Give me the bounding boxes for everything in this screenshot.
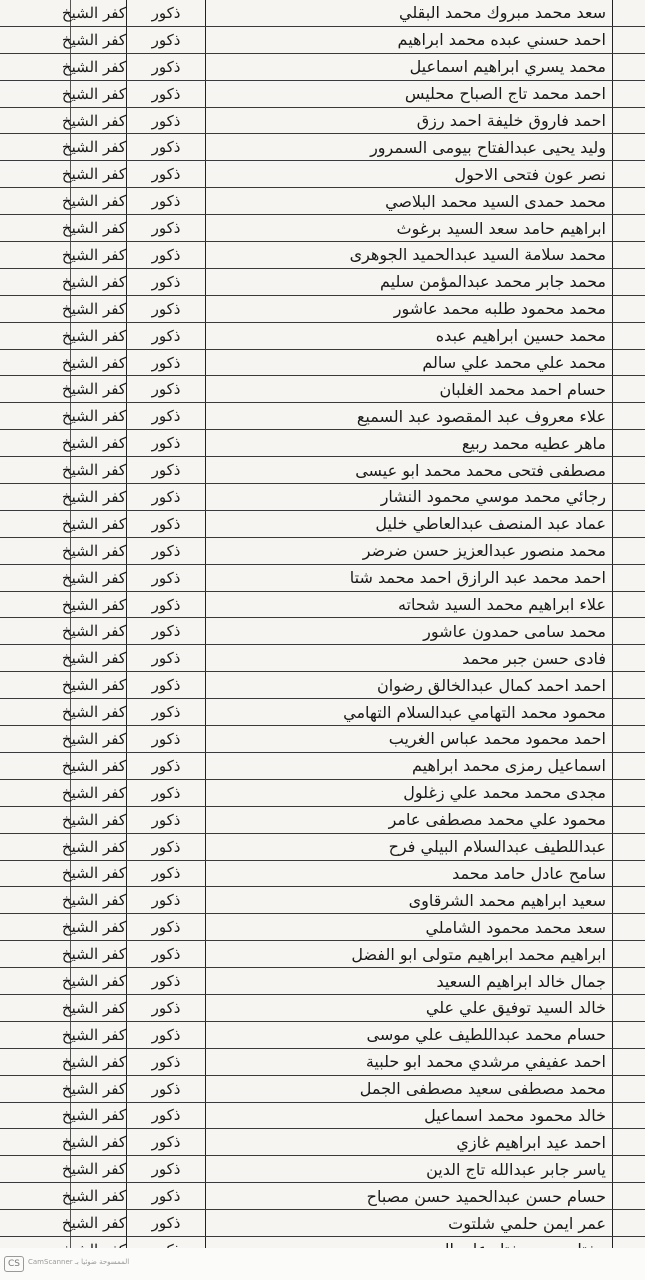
governorate-cell: كفر الشيخ <box>71 188 127 215</box>
name-cell: سعيد ابراهيم محمد الشرقاوى <box>206 887 613 914</box>
row-number-cell <box>613 484 645 511</box>
margin-cell <box>0 1156 71 1183</box>
governorate-cell: كفر الشيخ <box>71 752 127 779</box>
row-number-cell <box>613 1102 645 1129</box>
row-number-cell <box>613 591 645 618</box>
name-cell: محمد منصور عبدالعزيز حسن ضرضر <box>206 537 613 564</box>
governorate-cell: كفر الشيخ <box>71 242 127 269</box>
gender-cell: ذكور <box>127 484 206 511</box>
table-row <box>0 699 645 726</box>
row-number-cell <box>613 914 645 941</box>
gender-cell: ذكور <box>127 80 206 107</box>
table-row <box>0 1048 645 1075</box>
margin-cell <box>0 107 71 134</box>
table-row <box>0 726 645 753</box>
name-cell: احمد محمد عبد الرازق احمد محمد شتا <box>206 564 613 591</box>
table-row <box>0 968 645 995</box>
governorate-cell: كفر الشيخ <box>71 349 127 376</box>
governorate-cell: كفر الشيخ <box>71 1183 127 1210</box>
row-number-cell <box>613 403 645 430</box>
name-cell: علاء ابراهيم محمد السيد شحاته <box>206 591 613 618</box>
row-number-cell <box>613 1210 645 1237</box>
name-cell: محمد يسري ابراهيم اسماعيل <box>206 53 613 80</box>
margin-cell <box>0 941 71 968</box>
margin-cell <box>0 268 71 295</box>
gender-cell: ذكور <box>127 591 206 618</box>
gender-cell: ذكور <box>127 968 206 995</box>
gender-cell: ذكور <box>127 215 206 242</box>
row-number-cell <box>613 806 645 833</box>
gender-cell: ذكور <box>127 1210 206 1237</box>
gender-cell: ذكور <box>127 941 206 968</box>
row-number-cell <box>613 672 645 699</box>
row-number-cell <box>613 1183 645 1210</box>
table-row <box>0 591 645 618</box>
margin-cell <box>0 80 71 107</box>
gender-cell: ذكور <box>127 242 206 269</box>
row-number-cell <box>613 941 645 968</box>
table-row <box>0 1102 645 1129</box>
governorate-cell: كفر الشيخ <box>71 1075 127 1102</box>
margin-cell <box>0 1021 71 1048</box>
governorate-cell: كفر الشيخ <box>71 80 127 107</box>
margin-cell <box>0 242 71 269</box>
gender-cell: ذكور <box>127 1102 206 1129</box>
table-row <box>0 994 645 1021</box>
gender-cell: ذكور <box>127 860 206 887</box>
gender-cell: ذكور <box>127 887 206 914</box>
row-number-cell <box>613 80 645 107</box>
gender-cell: ذكور <box>127 134 206 161</box>
name-cell: سعد محمد محمود الشاملي <box>206 914 613 941</box>
gender-cell: ذكور <box>127 53 206 80</box>
margin-cell <box>0 752 71 779</box>
table-row <box>0 242 645 269</box>
name-cell: جمال خالد ابراهيم السعيد <box>206 968 613 995</box>
governorate-cell: كفر الشيخ <box>71 295 127 322</box>
gender-cell: ذكور <box>127 914 206 941</box>
gender-cell: ذكور <box>127 1129 206 1156</box>
table-row <box>0 1183 645 1210</box>
governorate-cell: كفر الشيخ <box>71 510 127 537</box>
gender-cell: ذكور <box>127 188 206 215</box>
name-cell: سعد محمد مبروك محمد البقلي <box>206 0 613 26</box>
row-number-cell <box>613 26 645 53</box>
margin-cell <box>0 134 71 161</box>
margin-cell <box>0 591 71 618</box>
margin-cell <box>0 1183 71 1210</box>
table-row <box>0 1156 645 1183</box>
name-cell: ماهر عطيه محمد ربيع <box>206 430 613 457</box>
table-row <box>0 887 645 914</box>
name-cell: محمد محمود طلبه محمد عاشور <box>206 295 613 322</box>
table-row <box>0 618 645 645</box>
governorate-cell: كفر الشيخ <box>71 26 127 53</box>
gender-cell: ذكور <box>127 26 206 53</box>
governorate-cell: كفر الشيخ <box>71 726 127 753</box>
gender-cell: ذكور <box>127 349 206 376</box>
row-number-cell <box>613 53 645 80</box>
margin-cell <box>0 1075 71 1102</box>
table-row <box>0 80 645 107</box>
row-number-cell <box>613 699 645 726</box>
governorate-cell: كفر الشيخ <box>71 645 127 672</box>
margin-cell <box>0 403 71 430</box>
name-cell: محمد حمدى السيد محمد البلاصي <box>206 188 613 215</box>
governorate-cell: كفر الشيخ <box>71 1156 127 1183</box>
margin-cell <box>0 726 71 753</box>
gender-cell: ذكور <box>127 1156 206 1183</box>
table-row <box>0 26 645 53</box>
row-number-cell <box>613 430 645 457</box>
governorate-cell: كفر الشيخ <box>71 430 127 457</box>
gender-cell: ذكور <box>127 672 206 699</box>
row-number-cell <box>613 510 645 537</box>
margin-cell <box>0 376 71 403</box>
name-cell: احمد فاروق خليفة احمد رزق <box>206 107 613 134</box>
gender-cell: ذكور <box>127 1075 206 1102</box>
gender-cell: ذكور <box>127 994 206 1021</box>
margin-cell <box>0 295 71 322</box>
table-row <box>0 833 645 860</box>
name-cell: رجائي محمد موسي محمود النشار <box>206 484 613 511</box>
margin-cell <box>0 1129 71 1156</box>
name-cell: عمر ايمن حلمي شلتوت <box>206 1210 613 1237</box>
margin-cell <box>0 322 71 349</box>
row-number-cell <box>613 295 645 322</box>
table-row <box>0 645 645 672</box>
gender-cell: ذكور <box>127 699 206 726</box>
governorate-cell: كفر الشيخ <box>71 161 127 188</box>
name-cell: احمد محمود محمد عباس الغريب <box>206 726 613 753</box>
name-cell: مجدى محمد محمد علي زغلول <box>206 779 613 806</box>
row-number-cell <box>613 779 645 806</box>
margin-cell <box>0 1102 71 1129</box>
table-row <box>0 430 645 457</box>
margin-cell <box>0 1048 71 1075</box>
row-number-cell <box>613 1156 645 1183</box>
governorate-cell: كفر الشيخ <box>71 591 127 618</box>
margin-cell <box>0 618 71 645</box>
governorate-cell: كفر الشيخ <box>71 457 127 484</box>
governorate-cell: كفر الشيخ <box>71 215 127 242</box>
gender-cell: ذكور <box>127 510 206 537</box>
name-cell: محمود علي محمد مصطفى عامر <box>206 806 613 833</box>
row-number-cell <box>613 1129 645 1156</box>
governorate-cell: كفر الشيخ <box>71 537 127 564</box>
name-cell: علاء معروف عبد المقصود عبد السميع <box>206 403 613 430</box>
name-cell: احمد حسني عبده محمد ابراهيم <box>206 26 613 53</box>
governorate-cell: كفر الشيخ <box>71 268 127 295</box>
gender-cell: ذكور <box>127 1048 206 1075</box>
table-row <box>0 457 645 484</box>
governorate-cell: كفر الشيخ <box>71 968 127 995</box>
row-number-cell <box>613 833 645 860</box>
table-row <box>0 1210 645 1237</box>
name-cell: فادى حسن جبر محمد <box>206 645 613 672</box>
row-number-cell <box>613 134 645 161</box>
name-cell: احمد عفيفي مرشدي محمد ابو حلبية <box>206 1048 613 1075</box>
gender-cell: ذكور <box>127 376 206 403</box>
name-cell: عماد عبد المنصف عبدالعاطي خليل <box>206 510 613 537</box>
table-row <box>0 268 645 295</box>
row-number-cell <box>613 349 645 376</box>
table-row <box>0 806 645 833</box>
table-row <box>0 914 645 941</box>
governorate-cell: كفر الشيخ <box>71 994 127 1021</box>
name-cell: حسام محمد عبداللطيف علي موسى <box>206 1021 613 1048</box>
margin-cell <box>0 672 71 699</box>
margin-cell <box>0 994 71 1021</box>
table-row <box>0 295 645 322</box>
scanner-footer <box>0 1248 645 1280</box>
table-row <box>0 53 645 80</box>
margin-cell <box>0 188 71 215</box>
table-row <box>0 1021 645 1048</box>
table-row <box>0 564 645 591</box>
table-row <box>0 1129 645 1156</box>
governorate-cell: كفر الشيخ <box>71 1102 127 1129</box>
gender-cell: ذكور <box>127 322 206 349</box>
margin-cell <box>0 161 71 188</box>
name-cell: اسماعيل رمزى محمد ابراهيم <box>206 752 613 779</box>
governorate-cell: كفر الشيخ <box>71 134 127 161</box>
gender-cell: ذكور <box>127 752 206 779</box>
governorate-cell: كفر الشيخ <box>71 403 127 430</box>
gender-cell: ذكور <box>127 0 206 26</box>
name-cell: حسام احمد محمد الغلبان <box>206 376 613 403</box>
row-number-cell <box>613 322 645 349</box>
governorate-cell: كفر الشيخ <box>71 618 127 645</box>
table-row <box>0 672 645 699</box>
margin-cell <box>0 510 71 537</box>
margin-cell <box>0 484 71 511</box>
margin-cell <box>0 806 71 833</box>
name-cell: ابراهيم حامد سعد السيد برغوث <box>206 215 613 242</box>
row-number-cell <box>613 0 645 26</box>
margin-cell <box>0 968 71 995</box>
governorate-cell: كفر الشيخ <box>71 779 127 806</box>
margin-cell <box>0 457 71 484</box>
margin-cell <box>0 53 71 80</box>
name-cell: محمد حسين ابراهيم عبده <box>206 322 613 349</box>
table-row <box>0 0 645 26</box>
margin-cell <box>0 645 71 672</box>
scanner-watermark-text: الممسوحة ضوئيا بـ CamScanner <box>28 1258 130 1266</box>
governorate-cell: كفر الشيخ <box>71 1210 127 1237</box>
table-row <box>0 161 645 188</box>
table-row <box>0 215 645 242</box>
table-row <box>0 510 645 537</box>
row-number-cell <box>613 752 645 779</box>
table-row <box>0 134 645 161</box>
table-row <box>0 752 645 779</box>
governorate-cell: كفر الشيخ <box>71 53 127 80</box>
governorate-cell: كفر الشيخ <box>71 107 127 134</box>
name-cell: سامح عادل حامد محمد <box>206 860 613 887</box>
table-row <box>0 1075 645 1102</box>
name-cell: محمد جابر محمد عبدالمؤمن سليم <box>206 268 613 295</box>
row-number-cell <box>613 537 645 564</box>
name-cell: مصطفى فتحى محمد محمد ابو عيسى <box>206 457 613 484</box>
row-number-cell <box>613 994 645 1021</box>
row-number-cell <box>613 726 645 753</box>
governorate-cell: كفر الشيخ <box>71 806 127 833</box>
table-row <box>0 188 645 215</box>
row-number-cell <box>613 887 645 914</box>
governorate-cell: كفر الشيخ <box>71 699 127 726</box>
row-number-cell <box>613 268 645 295</box>
row-number-cell <box>613 564 645 591</box>
table-row <box>0 403 645 430</box>
governorate-cell: كفر الشيخ <box>71 0 127 26</box>
gender-cell: ذكور <box>127 779 206 806</box>
name-cell: محمد سامى حمدون عاشور <box>206 618 613 645</box>
gender-cell: ذكور <box>127 430 206 457</box>
name-cell: احمد عيد ابراهيم غازي <box>206 1129 613 1156</box>
margin-cell <box>0 833 71 860</box>
name-cell: محمود محمد التهامي عبدالسلام التهامي <box>206 699 613 726</box>
governorate-cell: كفر الشيخ <box>71 376 127 403</box>
name-cell: عبداللطيف عبدالسلام البيلي فرح <box>206 833 613 860</box>
governorate-cell: كفر الشيخ <box>71 860 127 887</box>
name-cell: احمد محمد تاج الصباح محليس <box>206 80 613 107</box>
row-number-cell <box>613 860 645 887</box>
gender-cell: ذكور <box>127 1183 206 1210</box>
gender-cell: ذكور <box>127 403 206 430</box>
governorate-cell: كفر الشيخ <box>71 833 127 860</box>
name-cell: حسام حسن عبدالحميد حسن مصباح <box>206 1183 613 1210</box>
margin-cell <box>0 537 71 564</box>
margin-cell <box>0 430 71 457</box>
governorate-cell: كفر الشيخ <box>71 1048 127 1075</box>
name-cell: محمد سلامة السيد عبدالحميد الجوهرى <box>206 242 613 269</box>
name-cell: محمد علي محمد علي سالم <box>206 349 613 376</box>
governorate-cell: كفر الشيخ <box>71 914 127 941</box>
table-row <box>0 322 645 349</box>
row-number-cell <box>613 1048 645 1075</box>
name-cell: محمد مصطفى سعيد مصطفى الجمل <box>206 1075 613 1102</box>
gender-cell: ذكور <box>127 295 206 322</box>
governorate-cell: كفر الشيخ <box>71 672 127 699</box>
margin-cell <box>0 1210 71 1237</box>
row-number-cell <box>613 645 645 672</box>
table-row <box>0 779 645 806</box>
row-number-cell <box>613 1021 645 1048</box>
table-row <box>0 349 645 376</box>
row-number-cell <box>613 188 645 215</box>
name-cell: ياسر جابر عبدالله تاج الدين <box>206 1156 613 1183</box>
margin-cell <box>0 860 71 887</box>
governorate-cell: كفر الشيخ <box>71 564 127 591</box>
row-number-cell <box>613 242 645 269</box>
margin-cell <box>0 914 71 941</box>
table-row <box>0 484 645 511</box>
name-cell: وليد يحيى عبدالفتاح بيومى السمرور <box>206 134 613 161</box>
row-number-cell <box>613 376 645 403</box>
gender-cell: ذكور <box>127 564 206 591</box>
table-row <box>0 537 645 564</box>
governorate-cell: كفر الشيخ <box>71 941 127 968</box>
gender-cell: ذكور <box>127 457 206 484</box>
governorate-cell: كفر الشيخ <box>71 484 127 511</box>
margin-cell <box>0 699 71 726</box>
margin-cell <box>0 26 71 53</box>
gender-cell: ذكور <box>127 537 206 564</box>
margin-cell <box>0 215 71 242</box>
margin-cell <box>0 0 71 26</box>
gender-cell: ذكور <box>127 726 206 753</box>
table-row <box>0 860 645 887</box>
gender-cell: ذكور <box>127 1021 206 1048</box>
governorate-cell: كفر الشيخ <box>71 1129 127 1156</box>
gender-cell: ذكور <box>127 107 206 134</box>
name-cell: احمد احمد كمال عبدالخالق رضوان <box>206 672 613 699</box>
row-number-cell <box>613 215 645 242</box>
name-cell: خالد محمود محمد اسماعيل <box>206 1102 613 1129</box>
row-number-cell <box>613 107 645 134</box>
camscanner-logo: CS <box>4 1256 24 1272</box>
gender-cell: ذكور <box>127 833 206 860</box>
row-number-cell <box>613 618 645 645</box>
table-row <box>0 107 645 134</box>
gender-cell: ذكور <box>127 268 206 295</box>
gender-cell: ذكور <box>127 161 206 188</box>
row-number-cell <box>613 1075 645 1102</box>
table-row <box>0 941 645 968</box>
margin-cell <box>0 779 71 806</box>
margin-cell <box>0 564 71 591</box>
row-number-cell <box>613 161 645 188</box>
name-cell: نصر عون فتحى الاحول <box>206 161 613 188</box>
margin-cell <box>0 887 71 914</box>
governorate-cell: كفر الشيخ <box>71 1021 127 1048</box>
name-cell: ابراهيم محمد ابراهيم متولى ابو الفضل <box>206 941 613 968</box>
gender-cell: ذكور <box>127 806 206 833</box>
governorate-cell: كفر الشيخ <box>71 887 127 914</box>
row-number-cell <box>613 457 645 484</box>
gender-cell: ذكور <box>127 618 206 645</box>
margin-cell <box>0 349 71 376</box>
gender-cell: ذكور <box>127 645 206 672</box>
row-number-cell <box>613 968 645 995</box>
table-row <box>0 376 645 403</box>
governorate-cell: كفر الشيخ <box>71 322 127 349</box>
name-cell: خالد السيد توفيق علي علي <box>206 994 613 1021</box>
